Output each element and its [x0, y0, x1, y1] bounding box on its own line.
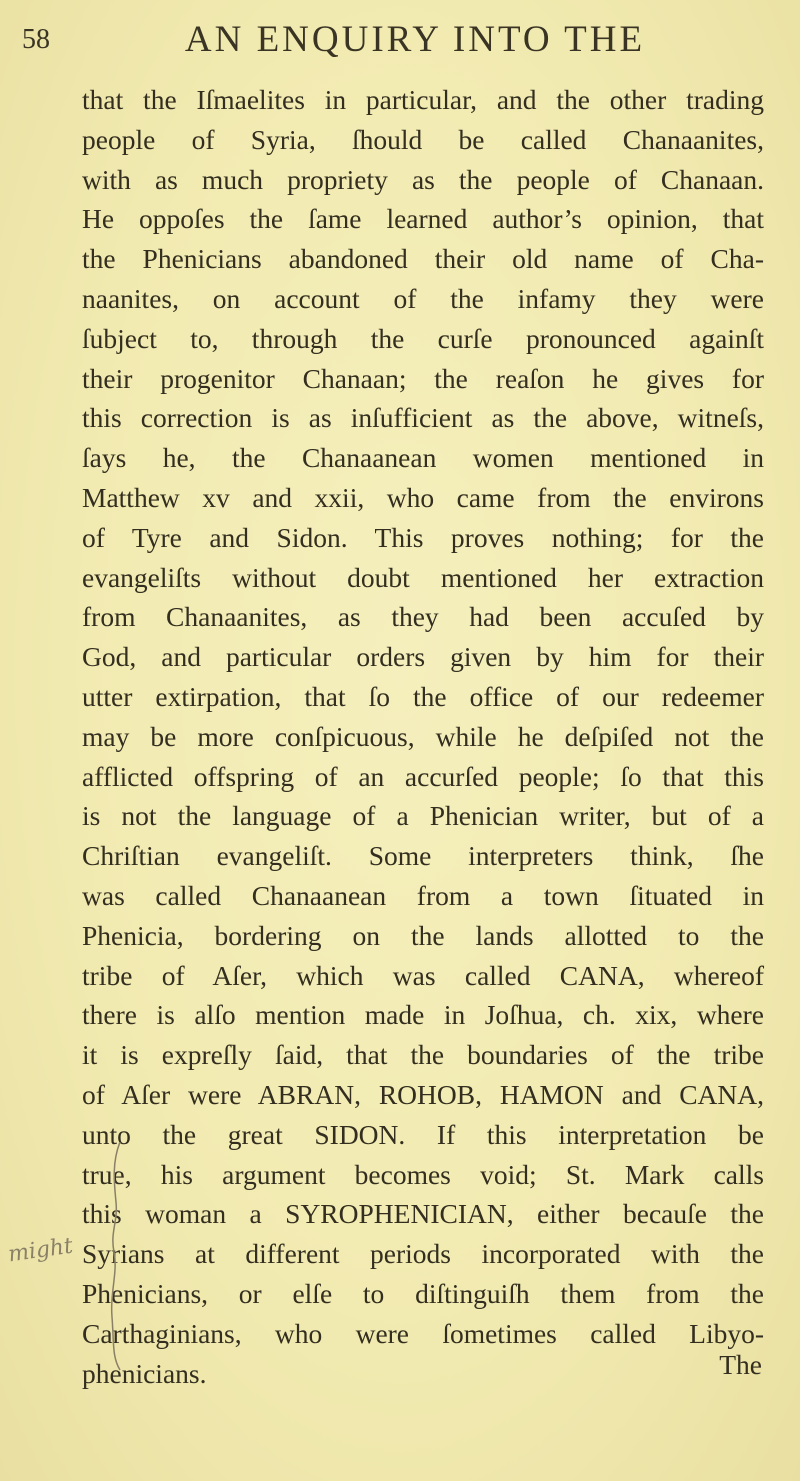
text-line: of Tyre and Sidon. This proves nothing; for the: [82, 521, 764, 553]
text-line: was called Chanaanean from a town ſituated in: [82, 879, 764, 911]
text-line: with as much propriety as the people of Chanaan.: [82, 163, 764, 195]
text-line: is not the language of a Phenician writer, but of a: [82, 800, 764, 832]
text-line: people of Syria, ſhould be called Chanaanites,: [82, 123, 764, 155]
text-line: this woman a SYROPHENICIAN, either becauſe the: [82, 1198, 764, 1230]
text-line: it is expreſly ſaid, that the boundaries of the tribe: [82, 1039, 764, 1071]
text-line: God, and particular orders given by him for their: [82, 641, 764, 673]
text-line: ſays he, the Chanaanean women mentioned in: [82, 442, 764, 474]
text-line: Phenicia, bordering on the lands allotted to the: [82, 919, 764, 951]
text-line: Chriſtian evangeliſt. Some interpreters think, ſhe: [82, 840, 764, 872]
text-line: naanites, on account of the infamy they were: [82, 282, 764, 314]
text-line: utter extirpation, that ſo the office of our redeemer: [82, 680, 764, 712]
text-line: Phenicians, or elſe to diſtinguiſh them from the: [82, 1277, 764, 1309]
body-text: [82, 80, 764, 1393]
text-line: of Aſer were ABRAN, ROHOB, HAMON and CANA,: [82, 1078, 764, 1110]
text-line: the Phenicians abandoned their old name of Cha-: [82, 243, 764, 275]
text-line: true, his argument becomes void; St. Mark calls: [82, 1158, 764, 1190]
page-number: 58: [22, 24, 50, 55]
pencil-bracket-mark: [108, 1142, 122, 1372]
text-line: there is alſo mention made in Joſhua, ch. xix, where: [82, 999, 764, 1031]
running-head: AN ENQUIRY INTO THE: [184, 19, 646, 60]
text-line: that the Iſmaelites in particular, and the other trading: [82, 84, 764, 115]
catchword: The: [719, 1349, 762, 1380]
text-line: this correction is as inſufficient as the above, witneſs,: [82, 402, 764, 434]
text-line: phenicians.: [82, 1357, 207, 1389]
text-line: tribe of Aſer, which was called CANA, whereof: [82, 959, 764, 991]
text-line: He oppoſes the ſame learned author’s opinion, that: [82, 203, 764, 235]
text-line: their progenitor Chanaan; the reaſon he gives for: [82, 362, 764, 394]
text-line: from Chanaanites, as they had been accuſed by: [82, 601, 764, 633]
text-line: unto the great SIDON. If this interpretation be: [82, 1118, 764, 1150]
text-line: Syrians at different periods incorporated with the: [82, 1238, 764, 1270]
text-line: ſubject to, through the curſe pronounced againſt: [82, 322, 764, 354]
text-line: afflicted offspring of an accurſed people; ſo that this: [82, 760, 764, 792]
text-line: Matthew xv and xxii, who came from the environs: [82, 481, 764, 513]
handwritten-margin-note: might: [6, 1233, 75, 1268]
text-line: may be more conſpicuous, while he deſpiſed not the: [82, 720, 764, 752]
text-line: Carthaginians, who were ſometimes called Libyo-: [82, 1317, 764, 1349]
text-line: evangeliſts without doubt mentioned her extraction: [82, 561, 764, 593]
